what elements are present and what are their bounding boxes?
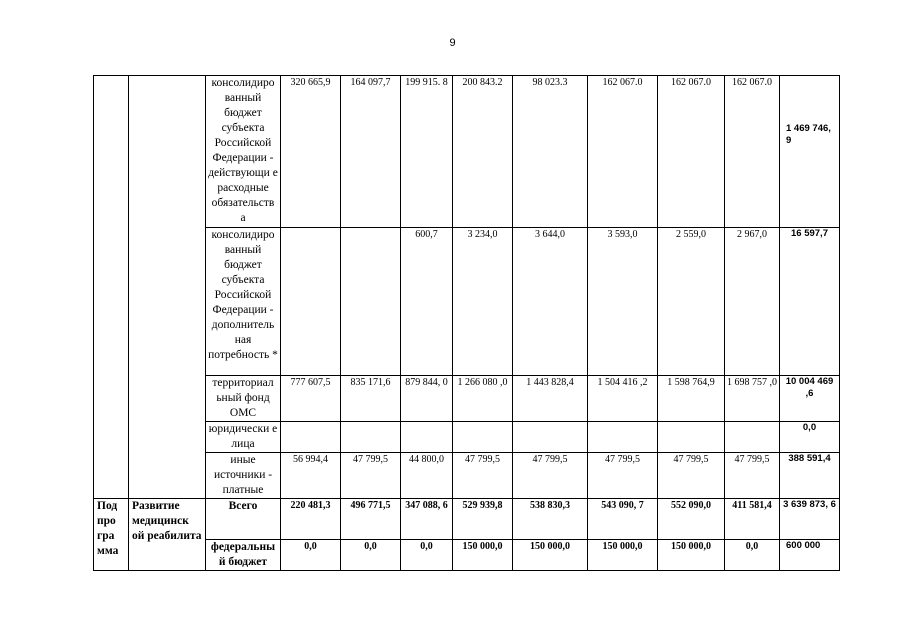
value-cell: 3 234,0: [453, 228, 513, 376]
empty-name-cell: [129, 76, 206, 499]
value-cell: [453, 422, 513, 453]
value-cell: 44 800,0: [401, 453, 453, 499]
value-cell: 162 067.0: [725, 76, 780, 228]
value-cell: 47 799,5: [513, 453, 588, 499]
value-cell: 47 799,5: [453, 453, 513, 499]
value-cell: 98 023.3: [513, 76, 588, 228]
value-cell: 162 067.0: [658, 76, 725, 228]
table-row: [94, 376, 840, 422]
value-cell: 552 090,0: [658, 499, 725, 540]
value-cell: [281, 422, 341, 453]
source-cell: юридически е лица: [206, 422, 281, 453]
value-cell: 47 799,5: [725, 453, 780, 499]
page-number: 9: [449, 37, 456, 49]
value-cell: 150 000,0: [658, 540, 725, 571]
value-cell: 47 799,5: [588, 453, 658, 499]
value-cell: 1 598 764,9: [658, 376, 725, 422]
value-cell: 1 698 757 ,0: [725, 376, 780, 422]
subprogram-name: Развитие медицинск ой реабилита: [129, 499, 206, 571]
value-cell: 150 000,0: [513, 540, 588, 571]
value-cell: 529 939,8: [453, 499, 513, 540]
value-cell: 543 090, 7: [588, 499, 658, 540]
table-row-subprogram-total: [94, 499, 840, 540]
total-cell: 388 591,4: [780, 453, 840, 499]
source-cell: консолидиро ванный бюджет субъекта Российской Федерации - действующи е расходные обязательств а: [206, 76, 281, 228]
value-cell: 220 481,3: [281, 499, 341, 540]
value-cell: 496 771,5: [341, 499, 401, 540]
value-cell: 600,7: [401, 228, 453, 376]
value-cell: 3 644,0: [513, 228, 588, 376]
table-row: [94, 228, 840, 376]
value-cell: 879 844, 0: [401, 376, 453, 422]
value-cell: 150 000,0: [588, 540, 658, 571]
value-cell: 3 593,0: [588, 228, 658, 376]
value-cell: [341, 228, 401, 376]
value-cell: 164 097,7: [341, 76, 401, 228]
value-cell: 47 799,5: [658, 453, 725, 499]
empty-label-cell: [94, 76, 129, 499]
table-row: [94, 422, 840, 453]
value-cell: 2 967,0: [725, 228, 780, 376]
value-cell: 0,0: [341, 540, 401, 571]
table-row-subprogram-federal: [94, 540, 840, 571]
table-row: [94, 453, 840, 499]
value-cell: [401, 422, 453, 453]
value-cell: 199 915. 8: [401, 76, 453, 228]
value-cell: 2 559,0: [658, 228, 725, 376]
source-cell: территориал ьный фонд ОМС: [206, 376, 281, 422]
source-cell: консолидиро ванный бюджет субъекта Российской Федерации - дополнитель ная потребность *: [206, 228, 281, 376]
value-cell: [281, 228, 341, 376]
value-cell: 56 994,4: [281, 453, 341, 499]
total-cell: 10 004 469 ,6: [780, 376, 840, 422]
value-cell: 0,0: [401, 540, 453, 571]
value-cell: 347 088, 6: [401, 499, 453, 540]
subprogram-label: Под про гра мма: [94, 499, 129, 571]
value-cell: 0,0: [281, 540, 341, 571]
value-cell: 1 443 828,4: [513, 376, 588, 422]
value-cell: [513, 422, 588, 453]
value-cell: 47 799,5: [341, 453, 401, 499]
budget-table: [93, 75, 840, 571]
value-cell: 150 000,0: [453, 540, 513, 571]
value-cell: [658, 422, 725, 453]
value-cell: 0,0: [725, 540, 780, 571]
source-cell: Всего: [206, 499, 281, 540]
total-cell: 16 597,7: [780, 228, 840, 376]
value-cell: [725, 422, 780, 453]
value-cell: 835 171,6: [341, 376, 401, 422]
value-cell: [588, 422, 658, 453]
value-cell: 162 067.0: [588, 76, 658, 228]
total-cell: 3 639 873, 6: [780, 499, 840, 540]
total-cell: 600 000: [780, 540, 840, 571]
value-cell: 538 830,3: [513, 499, 588, 540]
total-cell: 0,0: [780, 422, 840, 453]
value-cell: [341, 422, 401, 453]
value-cell: 1 504 416 ,2: [588, 376, 658, 422]
total-cell: 1 469 746, 9: [780, 76, 840, 228]
value-cell: 1 266 080 ,0: [453, 376, 513, 422]
value-cell: 200 843.2: [453, 76, 513, 228]
value-cell: 320 665,9: [281, 76, 341, 228]
source-cell: иные источники - платные: [206, 453, 281, 499]
source-cell: федеральны й бюджет: [206, 540, 281, 571]
table-row: [94, 76, 840, 228]
value-cell: 411 581,4: [725, 499, 780, 540]
value-cell: 777 607,5: [281, 376, 341, 422]
